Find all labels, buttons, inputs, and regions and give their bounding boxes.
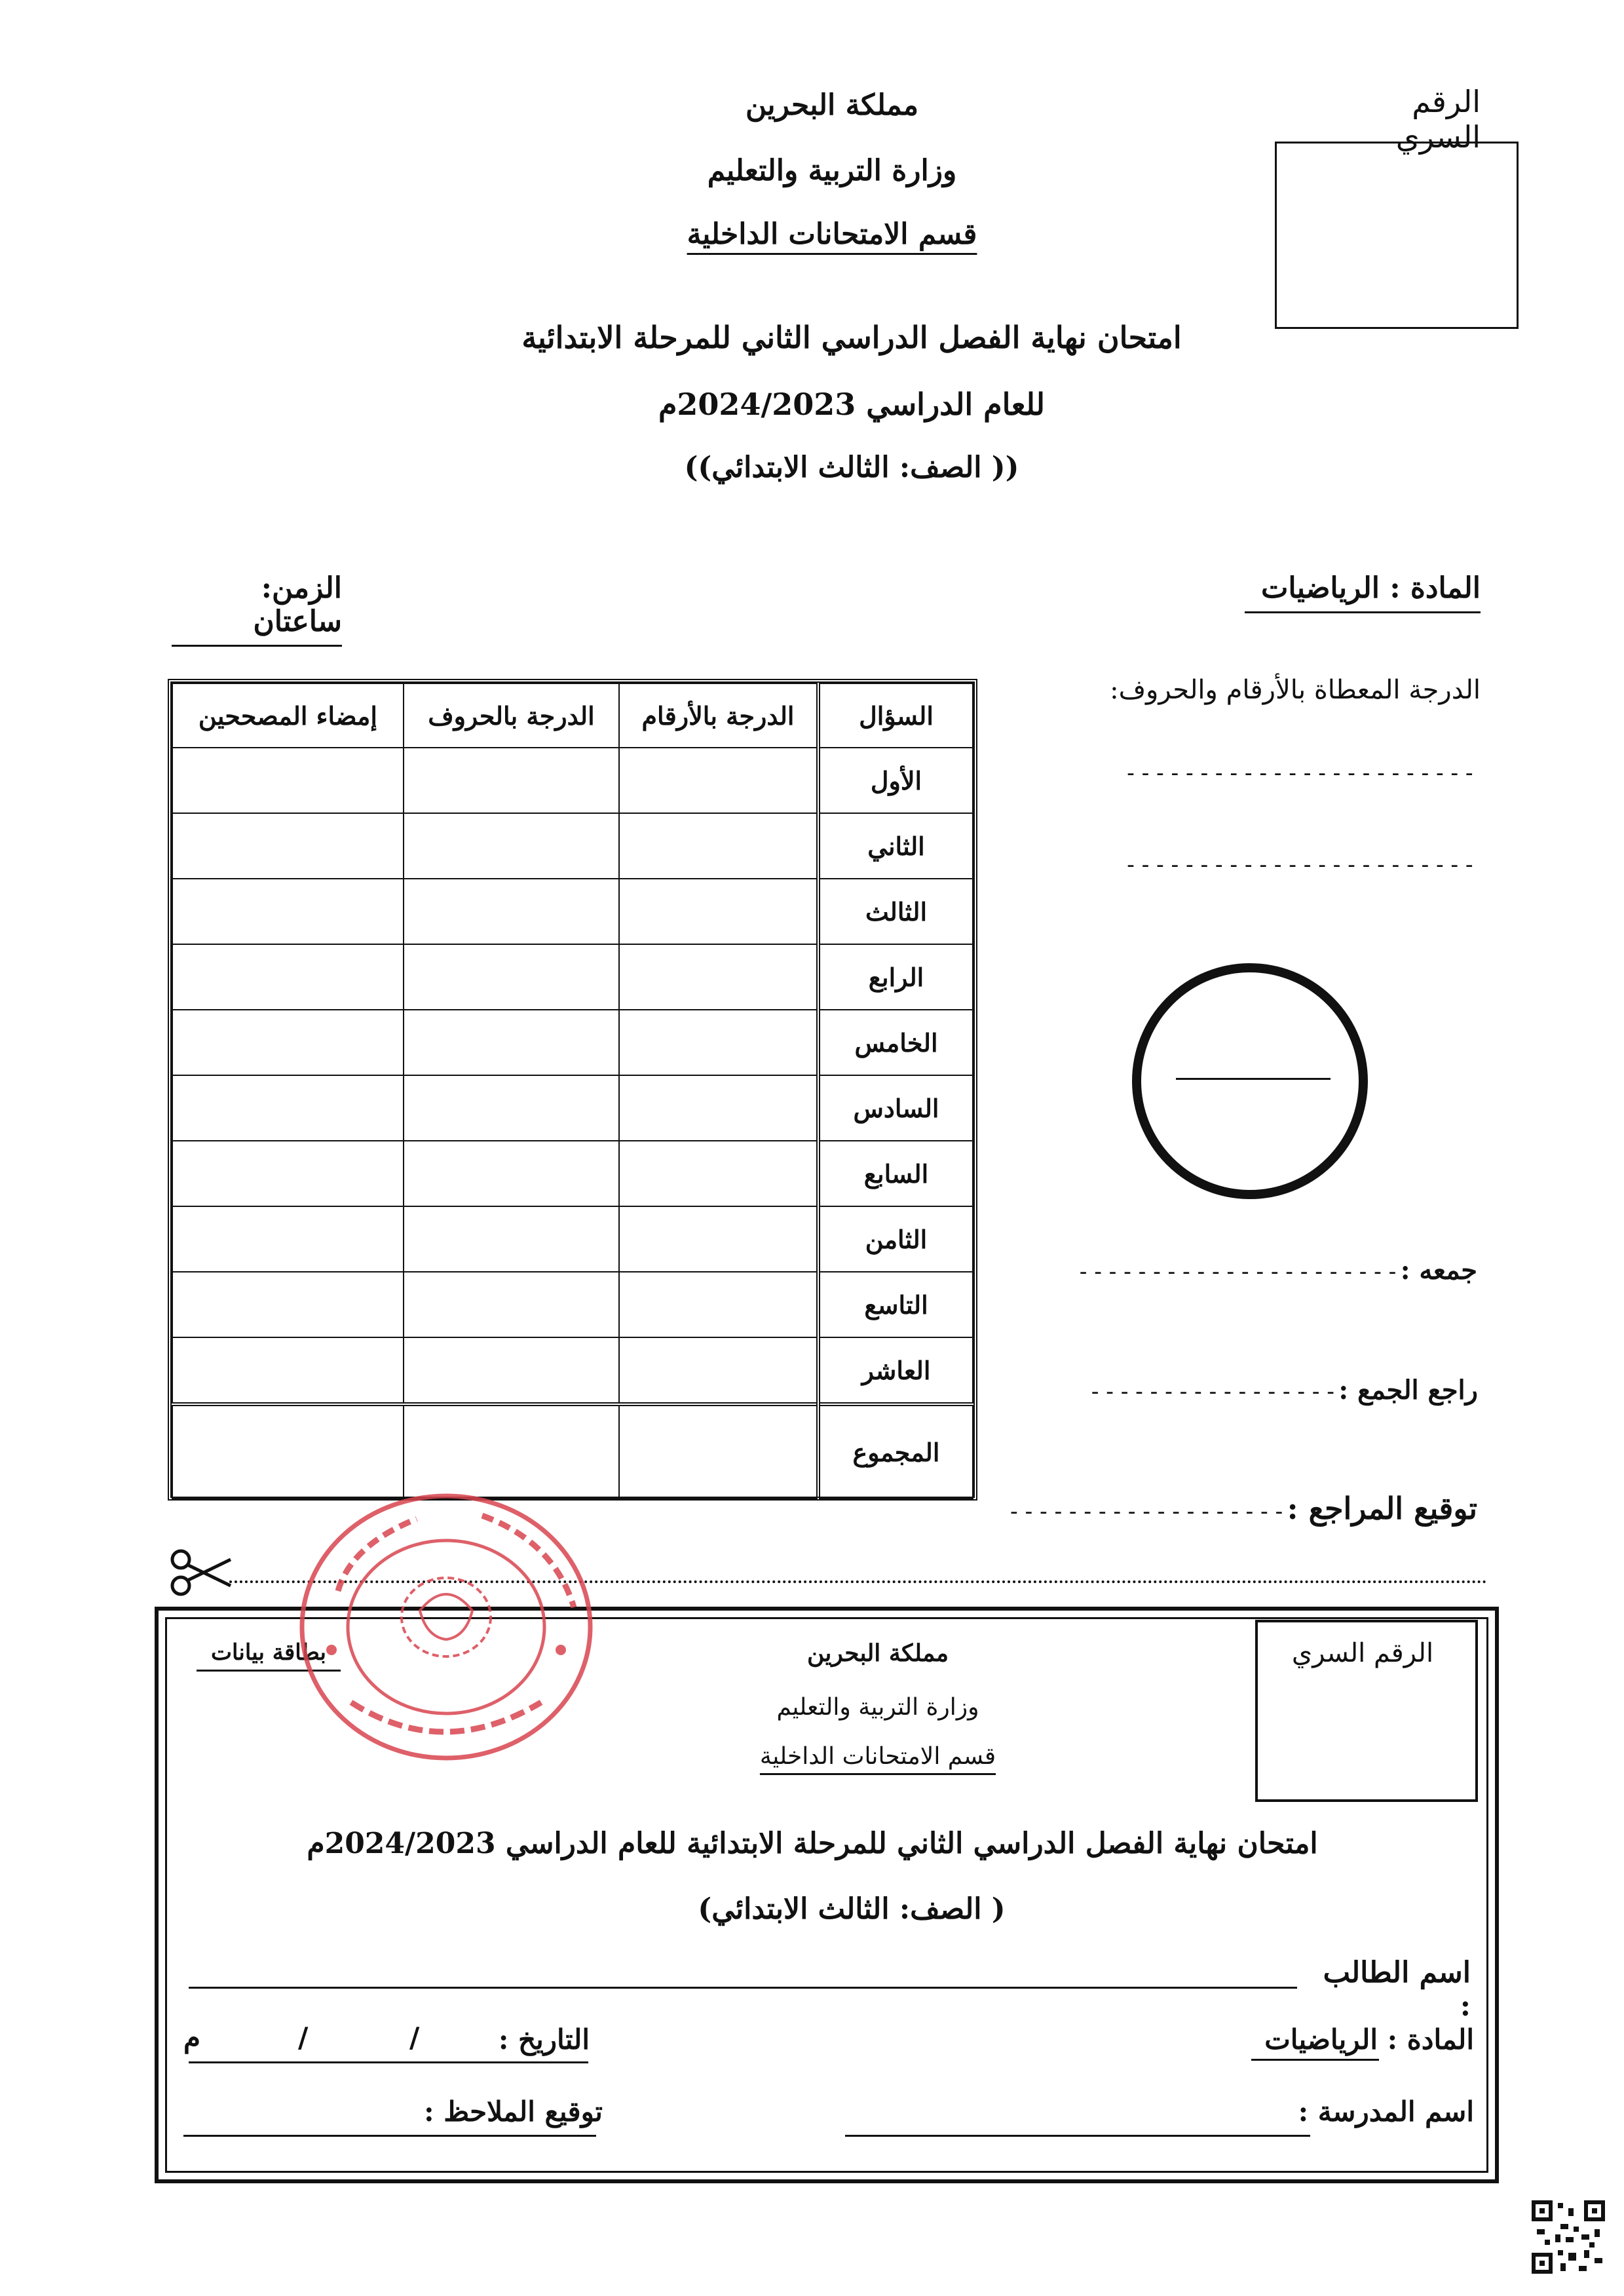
given-score-line-1[interactable]: ------------------------ [1124, 760, 1477, 786]
student-name-label: اسم الطالب : [1323, 1956, 1471, 2023]
table-row [172, 1010, 973, 1075]
question-name: السادس [818, 1075, 973, 1141]
col-score-digits: الدرجة بالأرقام [619, 683, 818, 748]
reviewer-signature-label: توقيع المراجع : [1287, 1491, 1477, 1526]
ministry-name: وزارة التربية والتعليم [707, 154, 957, 187]
signature-cell[interactable] [172, 1272, 404, 1337]
kingdom-name: مملكة البحرين [745, 88, 919, 122]
exam-title: امتحان نهاية الفصل الدراسي الثاني للمرحلة الابتدائية [521, 320, 1182, 355]
question-name: العاشر [818, 1337, 973, 1404]
question-name: الثالث [818, 879, 973, 944]
score-digits-cell[interactable] [619, 748, 818, 813]
total-row [172, 1404, 973, 1499]
signature-cell[interactable] [172, 1141, 404, 1206]
total-signature-cell[interactable] [172, 1404, 404, 1499]
scissors-icon [169, 1548, 232, 1598]
question-name: السابع [818, 1141, 973, 1206]
date-label: التاريخ : [498, 2023, 590, 2056]
score-digits-cell[interactable] [619, 1010, 818, 1075]
signature-cell[interactable] [172, 1337, 404, 1404]
question-name: التاسع [818, 1272, 973, 1337]
ministry-stamp [292, 1486, 600, 1768]
final-score-divider [1176, 1078, 1331, 1080]
sum-checked-line[interactable]: ----------------- [1088, 1379, 1339, 1405]
summed-by-label: جمعه : [1400, 1255, 1477, 1286]
score-digits-cell[interactable] [619, 1141, 818, 1206]
date-field[interactable] [189, 2061, 588, 2063]
subject-label: المادة : الرياضيات [1245, 571, 1481, 613]
grade-table [168, 679, 977, 1501]
card-secret-number-label: الرقم السري [1291, 1638, 1434, 1668]
card-grade-level: ( الصف: الثالث الابتدائي) [698, 1892, 1006, 1926]
score-letters-cell[interactable] [404, 1075, 619, 1141]
score-letters-cell[interactable] [404, 1141, 619, 1206]
score-letters-cell[interactable] [404, 944, 619, 1010]
signature-cell[interactable] [172, 1075, 404, 1141]
score-digits-cell[interactable] [619, 1206, 818, 1272]
data-card-tag: بطاقة بيانات [197, 1639, 341, 1672]
date-separator-2: / [298, 2021, 309, 2054]
school-name-field[interactable] [845, 2135, 1310, 2137]
card-subject: المادة : الرياضيات [1264, 2023, 1474, 2056]
signature-cell[interactable] [172, 813, 404, 879]
given-score-line-2[interactable]: ------------------------ [1124, 852, 1477, 878]
score-letters-cell[interactable] [404, 813, 619, 879]
card-kingdom-name: مملكة البحرين [806, 1639, 949, 1667]
secret-number-label: الرقم السري [1395, 84, 1481, 155]
question-name: الخامس [818, 1010, 973, 1075]
question-name: الثاني [818, 813, 973, 879]
col-score-letters: الدرجة بالحروف [404, 683, 619, 748]
score-letters-cell[interactable] [404, 1337, 619, 1404]
signature-cell[interactable] [172, 944, 404, 1010]
table-row [172, 944, 973, 1010]
score-letters-cell[interactable] [404, 1206, 619, 1272]
col-graders-signature: إمضاء المصححين [172, 683, 404, 748]
final-score-circle[interactable] [1132, 963, 1368, 1199]
card-ministry-name: وزارة التربية والتعليم [776, 1694, 979, 1721]
student-name-field[interactable] [189, 1987, 1297, 1989]
card-department-name-text: قسم الامتحانات الداخلية [759, 1743, 996, 1770]
table-row [172, 813, 973, 879]
academic-year: للعام الدراسي 2024/2023م [658, 387, 1046, 422]
score-digits-cell[interactable] [619, 813, 818, 879]
score-letters-cell[interactable] [404, 1272, 619, 1337]
table-row [172, 1337, 973, 1404]
table-row [172, 1075, 973, 1141]
secret-number-box[interactable] [1275, 142, 1519, 329]
sum-checked-label: راجع الجمع : [1338, 1375, 1478, 1406]
score-digits-cell[interactable] [619, 1337, 818, 1404]
grade-table-grid [172, 683, 973, 1499]
table-row [172, 879, 973, 944]
card-subject-underline [1251, 2059, 1379, 2061]
score-letters-cell[interactable] [404, 1010, 619, 1075]
qr-code-icon [1532, 2200, 1605, 2274]
exam-duration: الزمن: ساعتان [172, 571, 342, 647]
total-letters-cell[interactable] [404, 1404, 619, 1499]
card-exam-title: امتحان نهاية الفصل الدراسي الثاني للمرحلة الابتدائية للعام الدراسي 2024/2023م [307, 1827, 1318, 1860]
date-separator-1: / [409, 2021, 420, 2054]
question-name: الأول [818, 748, 973, 813]
signature-cell[interactable] [172, 748, 404, 813]
department-name-text: قسم الامتحانات الداخلية [687, 218, 977, 251]
table-row [172, 1206, 973, 1272]
score-digits-cell[interactable] [619, 944, 818, 1010]
signature-cell[interactable] [172, 1010, 404, 1075]
proctor-signature-field[interactable] [183, 2135, 596, 2137]
summed-by-line[interactable]: ---------------------- [1076, 1259, 1401, 1285]
grade-table-header-row [172, 683, 973, 748]
summed-by-row[interactable] [1019, 1255, 1477, 1286]
table-row [172, 748, 973, 813]
score-digits-cell[interactable] [619, 1075, 818, 1141]
score-letters-cell[interactable] [404, 879, 619, 944]
total-digits-cell[interactable] [619, 1404, 818, 1499]
signature-cell[interactable] [172, 879, 404, 944]
reviewer-signature-line[interactable]: ------------------- [1007, 1499, 1287, 1525]
department-name [576, 218, 1087, 251]
table-row [172, 1141, 973, 1206]
score-letters-cell[interactable] [404, 748, 619, 813]
card-department-name [622, 1743, 1133, 1770]
question-name: الثامن [818, 1206, 973, 1272]
given-score-label: الدرجة المعطاة بالأرقام والحروف: [1110, 675, 1481, 705]
total-label: المجموع [818, 1404, 973, 1499]
proctor-signature-label: توقيع الملاحظ : [424, 2095, 603, 2128]
reviewer-signature-row[interactable] [1006, 1491, 1477, 1526]
date-suffix: م [183, 2021, 201, 2054]
score-digits-cell[interactable] [619, 1272, 818, 1337]
score-digits-cell[interactable] [619, 879, 818, 944]
question-name: الرابع [818, 944, 973, 1010]
sum-checked-row[interactable] [1029, 1375, 1478, 1406]
signature-cell[interactable] [172, 1206, 404, 1272]
table-row [172, 1272, 973, 1337]
grade-level: (( الصف: الثالث الابتدائي)) [684, 451, 1019, 484]
col-question: السؤال [818, 683, 973, 748]
school-name-label: اسم المدرسة : [1298, 2095, 1474, 2128]
